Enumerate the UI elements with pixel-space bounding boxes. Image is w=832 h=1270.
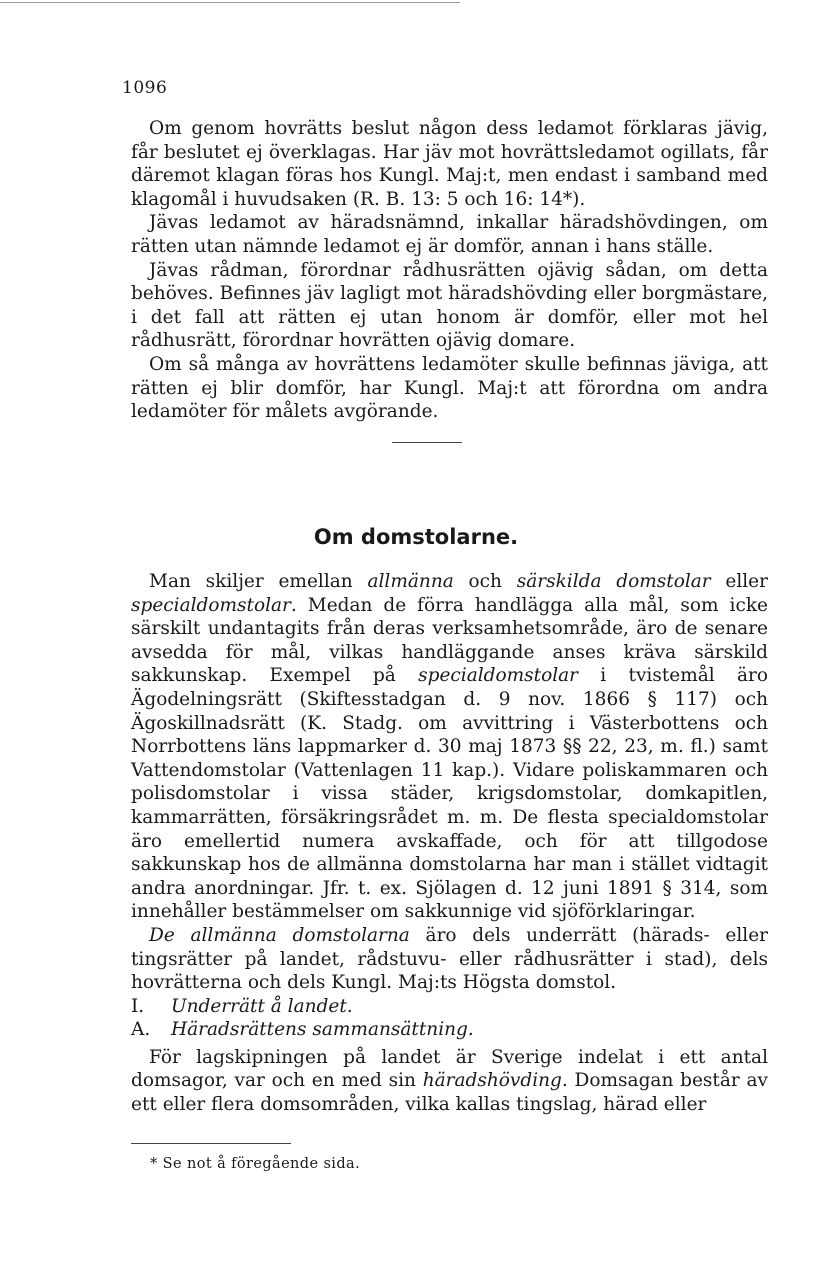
heading-number: I. bbox=[131, 995, 145, 1017]
paragraph bbox=[131, 570, 768, 924]
heading-text: Underrätt å landet. bbox=[171, 995, 353, 1017]
section-separator bbox=[392, 442, 462, 443]
page-number: 1096 bbox=[122, 78, 168, 98]
text-run: eller bbox=[710, 571, 768, 592]
heading-number: A. bbox=[131, 1019, 151, 1041]
emphasis: specialdomstolar bbox=[418, 665, 579, 687]
footnote: * Se not å föregående sida. bbox=[150, 1156, 361, 1172]
jav-section-text bbox=[131, 117, 768, 424]
section-title: Om domstolarne. bbox=[313, 525, 519, 549]
paragraph: Om genom hovrätts beslut någon dess ledamot förklaras jävig, får beslutet ej överklagas. Har jäv mot hovrättsledamot ogillats, får däremot klagan föras hos Kungl. Maj:t, men endast i samband med klagomål i huvudsaken (R. B. 13: 5 och 16: 14*). bbox=[131, 118, 768, 210]
text-run: och bbox=[453, 571, 517, 592]
emphasis: allmänna bbox=[367, 571, 454, 592]
paragraph: Jävas rådman, förordnar rådhusrätten ojävig sådan, om detta behöves. Befinnes jäv lagligt mot häradshövding eller borgmästare, i det fall att rätten ej utan honom är domför, eller mot hel rådhusrätt, förordnar hovrätten ojävig domare. bbox=[131, 259, 768, 352]
text-run: . Medan de förra handlägga alla mål, som icke särskilt undantagits från deras verksamhetsområde, äro de senare avsedda för mål, vilkas handläggande anses kräva särskild sakkunskap. Exempel på bbox=[131, 594, 768, 687]
paragraph bbox=[131, 1046, 768, 1117]
subheading-underratt bbox=[131, 995, 768, 1019]
paragraph bbox=[131, 924, 768, 995]
domstolar-section-text bbox=[131, 570, 768, 1117]
emphasis: De allmänna domstolarna bbox=[149, 924, 410, 946]
paragraph: Om så många av hovrättens ledamöter skulle befinnas jäviga, att rätten ej blir domför, har Kungl. Maj:t att förordna om andra ledamöter för målets avgörande. bbox=[131, 353, 768, 423]
top-edge-rule bbox=[0, 2, 460, 3]
subheading-haradsratt bbox=[131, 1018, 768, 1042]
emphasis: specialdomstolar bbox=[131, 594, 291, 616]
emphasis: häradshövding bbox=[422, 1070, 562, 1092]
text-run: . Domsagan består av ett eller flera domsområden, vilka kallas tingslag, härad eller bbox=[131, 1070, 769, 1116]
emphasis: särskilda domstolar bbox=[516, 571, 711, 592]
paragraph: Jävas ledamot av häradsnämnd, inkallar häradshövdingen, om rätten utan nämnde ledamot ej är domför, annan i hans ställe. bbox=[131, 212, 768, 257]
text-run: För lagskipningen på landet är Sverige indelat i ett antal domsagor, var och en med sin bbox=[131, 1046, 768, 1092]
text-run: i tvistemål äro Ägodelningsrätt (Skiftesstadgan d. 9 nov. 1866 § 117) och Ägoskillnadsrätt (K. Stadg. om avvittring i Västerbottens och Norrbottens läns lappmarker d. 30 maj 1873 §§ 22, 23, m. fl.) samt Vattendomstolar (Vattenlagen 11 kap.). Vidare poliskammaren och polisdomstolar i vissa städer, krigsdomstolar, domkapitlen, kammarrätten, försäkringsrådet m. m. De flesta specialdomstolar äro emellertid numera avskaffade, och för att tillgodose sakkunskap hos de allmänna domstolarna har man i stället vidtagit andra anordningar. Jfr. t. ex. Sjölagen d. 12 juni 1891 § 314, som innehåller bestämmelser om sakkunnige vid sjöförklaringar. bbox=[131, 665, 768, 923]
footnote-rule bbox=[131, 1143, 291, 1144]
heading-text: Häradsrättens sammansättning. bbox=[171, 1019, 474, 1041]
text-run: Man skiljer emellan bbox=[149, 571, 368, 592]
text-run: äro dels underrätt (härads- eller tingsrätter på landet, rådstuvu- eller rådhusrätter i stad), dels hovrätterna och dels Kungl. Maj:ts Högsta domstol. bbox=[131, 924, 768, 994]
